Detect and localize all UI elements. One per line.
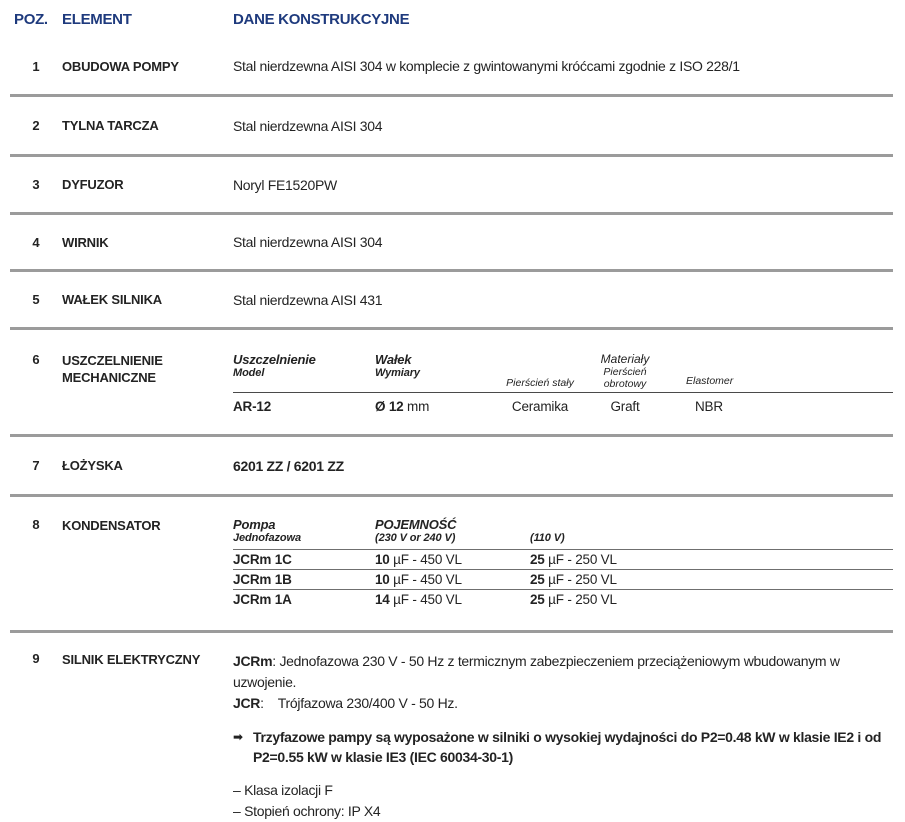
element-name: USZCZELNIENIE MECHANICZNE — [62, 353, 163, 385]
seal-elastomer-value: NBR — [695, 399, 723, 414]
motor-jcr-label: JCR — [233, 695, 261, 711]
capacity-230 — [375, 572, 530, 587]
seal-rotating-value: Graft — [610, 399, 640, 414]
element-name: OBUDOWA POMPY — [62, 58, 179, 74]
element-name: TYLNA TARCZA — [62, 118, 159, 133]
row-number: 8 — [32, 517, 40, 532]
seal-col-elastomer: Elastomer — [686, 375, 734, 387]
construction-data: Stal nierdzewna AISI 304 — [233, 117, 383, 134]
capacity-230-value: 10 — [375, 572, 390, 587]
table-row-2 — [10, 97, 893, 157]
header-element: ELEMENT — [62, 10, 132, 28]
capacity-110-value: 25 — [530, 552, 545, 567]
seal-shaft-sub: Wymiary — [375, 367, 420, 379]
table-row-9 — [10, 633, 893, 819]
capacity-230 — [375, 552, 530, 567]
capacity-230-unit: µF - 450 VL — [389, 592, 462, 607]
row-number: 2 — [32, 118, 40, 133]
seal-materials-title: Materiały — [600, 352, 650, 366]
capacity-230-unit: µF - 450 VL — [389, 572, 462, 587]
motor-jcrm-line — [233, 651, 891, 693]
capacity-110 — [530, 572, 893, 587]
element-name: WAŁEK SILNIKA — [62, 292, 162, 307]
capacity-230 — [375, 592, 530, 607]
capacity-110-unit: µF - 250 VL — [544, 552, 617, 567]
cap-col-pump — [233, 517, 375, 545]
seal-col-stationary-ring: Pierścień stały — [506, 377, 574, 389]
row-number: 9 — [32, 651, 40, 666]
row-number: 5 — [32, 292, 40, 307]
capacitor-table-header — [233, 517, 893, 550]
construction-data: Stal nierdzewna AISI 431 — [233, 291, 383, 308]
header-poz: POZ. — [14, 10, 48, 28]
seal-col-shaft — [375, 352, 490, 392]
efficiency-note — [233, 727, 891, 767]
row-number: 4 — [32, 234, 40, 250]
construction-data: Noryl FE1520PW — [233, 176, 337, 193]
table-header — [10, 0, 893, 38]
efficiency-note-text: Trzyfazowe pampy są wyposażone w silniki o wysokiej wydajności do P2=0.48 kW w klasie IE2 i od P2=0.55 kW w klasie IE3 (IEC 60034-30-1) — [253, 729, 882, 765]
cap-pump-sub: Jednofazowa — [233, 532, 301, 544]
cap-capacity-sub-110: (110 V) — [530, 532, 565, 544]
seal-shaft-title: Wałek — [375, 352, 412, 367]
seal-table-header — [233, 352, 893, 393]
element-name: WIRNIK — [62, 234, 109, 250]
motor-bullets — [233, 780, 891, 822]
construction-data: Stal nierdzewna AISI 304 — [233, 234, 383, 250]
seal-col-materials — [590, 352, 660, 392]
capacity-230-value: 14 — [375, 592, 390, 607]
table-row-4 — [10, 215, 893, 272]
seal-col-model — [233, 352, 375, 392]
capacitor-row-jcrm1b — [233, 570, 893, 590]
seal-data-row — [233, 393, 893, 414]
row-number: 7 — [32, 458, 40, 473]
table-row-5 — [10, 272, 893, 330]
element-name: DYFUZOR — [62, 177, 124, 192]
capacitor-table — [233, 517, 893, 609]
element-name: SILNIK ELEKTRYCZNY — [62, 652, 201, 667]
seal-rotating-ring-header: Pierścień obrotowy — [603, 366, 647, 390]
capacitor-row-jcrm1a — [233, 590, 893, 609]
pump-model: JCRm 1A — [233, 592, 292, 607]
capacity-110-unit: µF - 250 VL — [544, 572, 617, 587]
cap-col-capacity — [375, 517, 530, 545]
cap-capacity-title: POJEMNOŚĆ — [375, 517, 457, 532]
seal-model-title: Uszczelnienie — [233, 352, 316, 367]
capacity-110-value: 25 — [530, 592, 545, 607]
seal-shaft-diameter: Ø 12 — [375, 399, 404, 414]
motor-jcr-text: : Trójfazowa 230/400 V - 50 Hz. — [260, 695, 458, 711]
row-number: 3 — [32, 177, 40, 192]
row-number: 1 — [32, 58, 40, 74]
cap-pump-title: Pompa — [233, 517, 276, 532]
row-number: 6 — [32, 352, 40, 367]
capacity-110-value: 25 — [530, 572, 545, 587]
motor-description — [233, 651, 893, 822]
cap-capacity-sub-230: (230 V or 240 V) — [375, 532, 456, 544]
capacity-110 — [530, 592, 893, 607]
seal-shaft-unit: mm — [403, 399, 430, 414]
arrow-right-icon: ➡ — [233, 730, 243, 744]
protection-class: – Stopień ochrony: IP X4 — [233, 803, 381, 819]
header-dane: DANE KONSTRUKCYJNE — [233, 10, 410, 28]
pump-model: JCRm 1C — [233, 552, 292, 567]
capacity-110-unit: µF - 250 VL — [544, 592, 617, 607]
insulation-class: – Klasa izolacji F — [233, 782, 333, 798]
table-row-1 — [10, 38, 893, 97]
seal-shaft-value — [375, 399, 490, 414]
motor-jcr-line — [233, 693, 891, 714]
table-row-7 — [10, 437, 893, 497]
seal-model-sub: Model — [233, 367, 265, 379]
motor-jcrm-text: : Jednofazowa 230 V - 50 Hz z termicznym zabezpieczeniem przeciążeniowym wbudowanym w uzwojenie. — [233, 653, 844, 690]
element-name: KONDENSATOR — [62, 518, 161, 533]
element-name: ŁOŻYSKA — [62, 458, 123, 473]
seal-table — [233, 352, 893, 414]
capacity-230-value: 10 — [375, 552, 390, 567]
construction-data: Stal nierdzewna AISI 304 w komplecie z gwintowanymi króćcami zgodnie z ISO 228/1 — [233, 58, 740, 74]
capacity-110 — [530, 552, 893, 567]
capacity-230-unit: µF - 450 VL — [389, 552, 462, 567]
construction-data: 6201 ZZ / 6201 ZZ — [233, 457, 344, 474]
capacitor-row-jcrm1c — [233, 550, 893, 570]
seal-stationary-value: Ceramika — [511, 399, 569, 414]
seal-model-value: AR-12 — [233, 399, 272, 414]
table-row-6 — [10, 330, 893, 437]
table-row-8 — [10, 497, 893, 633]
motor-jcrm-label: JCRm — [233, 653, 273, 669]
pump-model: JCRm 1B — [233, 572, 292, 587]
table-row-3 — [10, 157, 893, 215]
